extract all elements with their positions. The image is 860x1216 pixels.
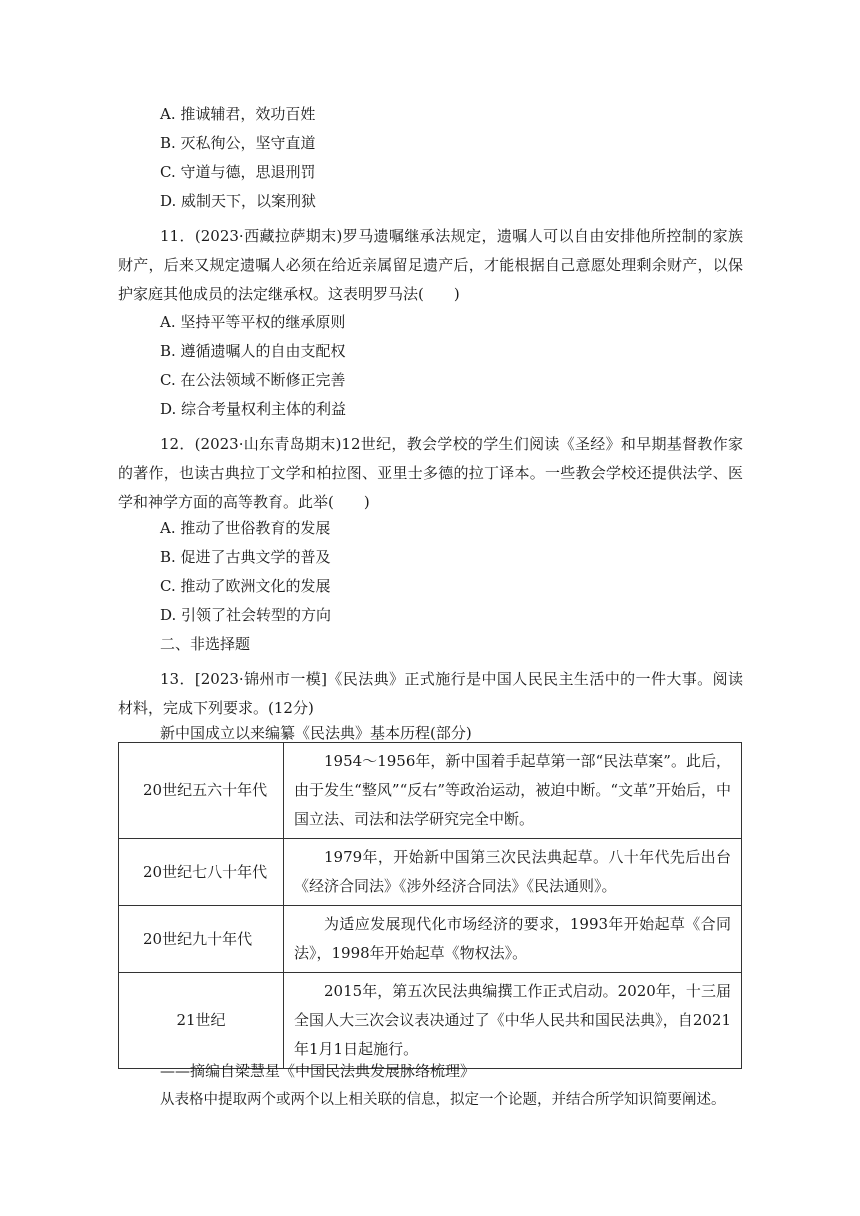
- period-cell: 20世纪七八十年代: [119, 839, 284, 906]
- description-cell: 2015年，第五次民法典编撰工作正式启动。2020年，十三届全国人大三次会议表决通过了《中华人民共和国民法典》，自2021年1月1日起施行。: [284, 973, 742, 1069]
- q13-source: ——摘编自梁慧星《中国民法典发展脉络梳理》: [160, 1062, 476, 1080]
- q10-option-a: A. 推诚辅君，效功百姓: [160, 105, 316, 123]
- q11-option-b: B. 遵循遗嘱人的自由支配权: [160, 342, 346, 360]
- description-cell: 为适应发展现代化市场经济的要求，1993年开始起草《合同法》，1998年开始起草《物权法》。: [284, 906, 742, 973]
- q11-option-a: A. 坚持平等平权的继承原则: [160, 313, 346, 331]
- q10-option-d: D. 威制天下，以案刑狱: [160, 192, 317, 210]
- section-title-non-choice: 二、非选择题: [160, 635, 251, 653]
- table-row: [119, 839, 742, 906]
- q11-option-c: C. 在公法领域不断修正完善: [160, 371, 346, 389]
- q11-option-d: D. 综合考量权利主体的利益: [160, 400, 347, 418]
- civil-code-history-table: [118, 742, 742, 1069]
- q12-option-d: D. 引领了社会转型的方向: [160, 606, 332, 624]
- table-row: [119, 743, 742, 839]
- table-row: [119, 973, 742, 1069]
- q13-requirement: 从表格中提取两个或两个以上相关联的信息，拟定一个论题，并结合所学知识简要阐述。: [160, 1092, 726, 1108]
- description-cell: 1954～1956年，新中国着手起草第一部“民法草案”。此后，由于发生“整风”“反右”等政治运动，被迫中断。“文革”开始后，中国立法、司法和法学研究完全中断。: [284, 743, 742, 839]
- q10-option-b: B. 灭私徇公，坚守直道: [160, 134, 316, 152]
- q12-option-a: A. 推动了世俗教育的发展: [160, 519, 331, 537]
- q10-option-c: C. 守道与德，思退刑罚: [160, 163, 316, 181]
- q11-stem: 11．(2023·西藏拉萨期末)罗马遗嘱继承法规定，遗嘱人可以自由安排他所控制的家族财产，后来又规定遗嘱人必须在给近亲属留足遗产后，才能根据自己意愿处理剩余财产，以保护家庭其他成员的法定继承权。这表明罗马法( ): [118, 227, 743, 303]
- table-row: [119, 906, 742, 973]
- q12-option-c: C. 推动了欧洲文化的发展: [160, 577, 331, 595]
- period-cell: 21世纪: [119, 973, 284, 1069]
- description-cell: 1979年，开始新中国第三次民法典起草。八十年代先后出台《经济合同法》《涉外经济合同法》《民法通则》。: [284, 839, 742, 906]
- period-cell: 20世纪五六十年代: [119, 743, 284, 839]
- period-cell: 20世纪九十年代: [119, 906, 284, 973]
- q12-stem: 12．(2023·山东青岛期末)12世纪，教会学校的学生们阅读《圣经》和早期基督教作家的著作，也读古典拉丁文学和柏拉图、亚里士多德的拉丁译本。一些教会学校还提供法学、医学和神学方面的高等教育。此举( ): [118, 435, 743, 511]
- q13-stem: 13．[2023·锦州市一模]《民法典》正式施行是中国人民民主生活中的一件大事。阅读材料，完成下列要求。(12分): [118, 670, 743, 717]
- q13-table-title: 新中国成立以来编纂《民法典》基本历程(部分): [160, 724, 472, 742]
- q12-option-b: B. 促进了古典文学的普及: [160, 548, 331, 566]
